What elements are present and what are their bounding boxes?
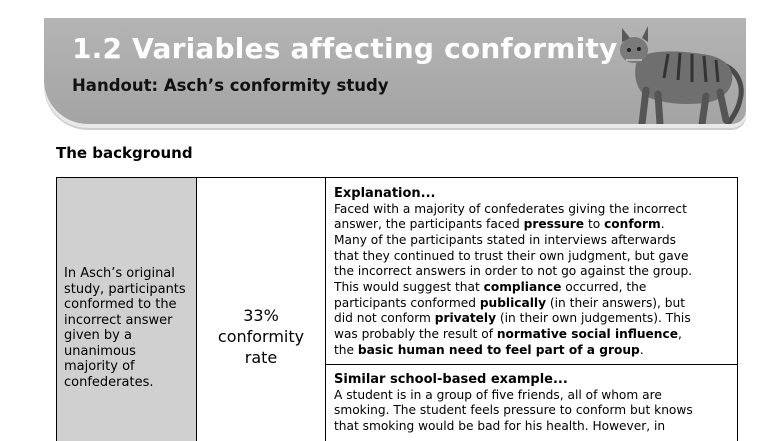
details-column — [326, 178, 737, 441]
explanation-text — [334, 202, 737, 359]
example-line: A student is in a group of five friends, all of whom are — [334, 387, 662, 402]
explanation-line: the basic human need to feel part of a group. — [334, 342, 644, 357]
example-cell — [326, 365, 737, 441]
explanation-line: Many of the participants stated in interviews afterwards — [334, 232, 676, 247]
example-line: that smoking would be bad for his health. However, in — [334, 418, 666, 433]
example-text — [334, 388, 737, 435]
explanation-cell — [326, 178, 737, 365]
explanation-line: was probably the result of normative social influence, — [334, 326, 682, 341]
study-cell — [57, 178, 197, 441]
explanation-line: that they continued to trust their own judgment, but gave — [334, 248, 689, 263]
page-subtitle: Handout: Asch’s conformity study — [72, 76, 389, 95]
explanation-line: did not conform privately (in their own judgements). This — [334, 311, 691, 326]
example-line: smoking. The student feels pressure to conform but knows — [334, 403, 693, 418]
example-heading: Similar school-based example... — [334, 372, 568, 387]
title-banner — [44, 18, 746, 124]
explanation-heading: Explanation... — [334, 186, 436, 201]
rate-label-1: conformity — [217, 327, 305, 346]
rate-label-2: rate — [244, 348, 278, 367]
section-heading: The background — [56, 144, 193, 162]
conformity-rate — [197, 305, 325, 368]
page-title: 1.2 Variables affecting conformity — [72, 32, 618, 65]
cat-illustration — [598, 20, 746, 124]
explanation-line: answer, the participants faced pressure to conform. — [334, 217, 665, 232]
rate-value: 33% — [243, 306, 279, 325]
explanation-line: the incorrect answers in order to not go against the group. — [334, 264, 693, 279]
rate-cell — [197, 178, 326, 441]
explanation-line: Faced with a majority of confederates giving the incorrect — [334, 201, 687, 216]
background-table — [56, 177, 738, 441]
explanation-line: This would suggest that compliance occurred, the — [334, 279, 647, 294]
explanation-line: participants conformed publically (in their answers), but — [334, 295, 686, 310]
study-description: In Asch’s original study, participants conformed to the incorrect answer given by a unanimous majority of confederates. — [64, 266, 186, 390]
